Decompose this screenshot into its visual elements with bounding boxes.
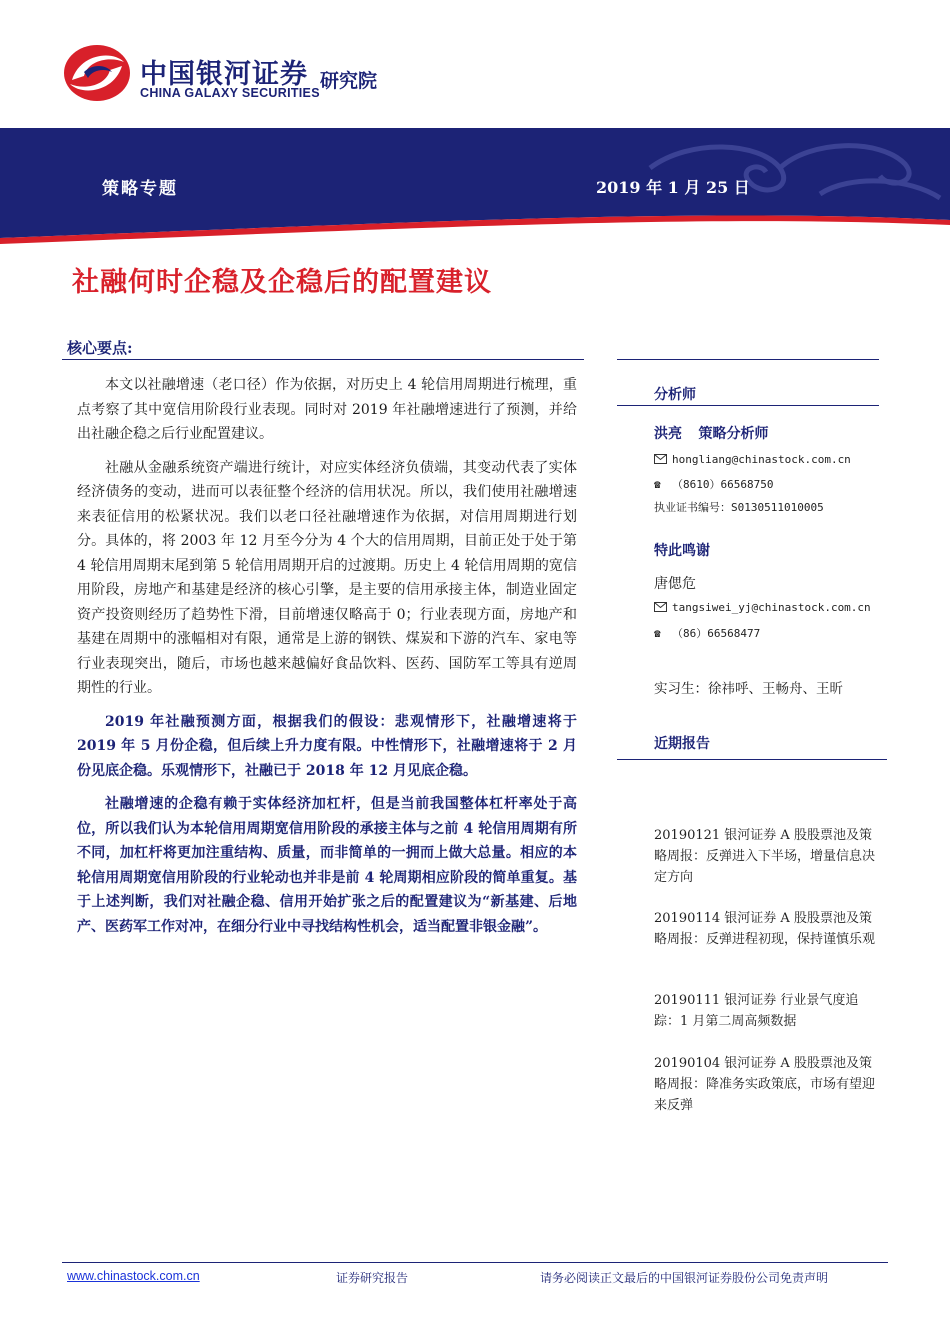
- interns-line: 实习生：徐祎呼、王畅舟、王昕: [654, 681, 843, 697]
- envelope-icon: [654, 601, 672, 614]
- core-divider: [62, 359, 584, 360]
- envelope-icon: [654, 453, 672, 466]
- recent-report-item[interactable]: 20190104 银河证券 A 股股票池及策略周报：降准务实政策底，市场有望迎来反弹: [654, 1056, 876, 1113]
- analyst-name-row: [654, 423, 768, 443]
- analyst-email-row: [654, 453, 851, 466]
- core-paragraph: 2019 年社融预测方面，根据我们的假设：悲观情形下，社融增速将于 2019 年 5 月份企稳，但后续上升力度有限。中性情形下，社融增速将于 2 月份见底企稳。乐观情形下，社融已于 2018 年 12 月见底企稳。: [77, 713, 577, 779]
- galaxy-logo-icon: [62, 42, 132, 104]
- sidebar-divider: [617, 405, 879, 406]
- phone-icon: ☎: [654, 478, 661, 491]
- recent-reports-heading: 近期报告: [654, 736, 710, 752]
- thanks-phone: （86）66568477: [672, 627, 761, 640]
- report-date: 2019 年 1 月 25 日: [596, 178, 750, 197]
- thanks-name: 唐偲危: [654, 576, 696, 592]
- thanks-email-row: [654, 601, 871, 614]
- brand-name-en: CHINA GALAXY SECURITIES: [140, 86, 320, 100]
- core-paragraph: 社融从金融系统资产端进行统计，对应实体经济负债端，其变动代表了实体经济债务的变动，进而可以表征整个经济的信用状况。所以，我们使用社融增速来表征信用的松紧状况。我们以老口径社融增速作为依据，对信用周期进行划分。具体的，将 2003 年 12 月至今分为 4 个大的信用周期，目前正处于处于第 4 轮信用周期末尾到第 5 轮信用周期开启的过渡期。历史上 4 轮信用周期的宽信用阶段，房地产和基建是经济的核心引擎，是主要的信用承接主体，制造业固定资产投资则经历了趋势性下滑，目前增速仅略高于 0；行业表现方面，房地产和基建在周期中的涨幅相对有限，通常是上游的钢铁、煤炭和下游的汽车、家电等行业表现突出，随后，市场也越来越偏好食品饮料、医药、国防军工等具有逆周期性的行业。: [77, 459, 577, 696]
- analyst-phone: （8610）66568750: [672, 478, 774, 491]
- core-points-heading: 核心要点:: [67, 339, 133, 357]
- sidebar-divider: [617, 759, 887, 760]
- thanks-phone-row: [654, 625, 760, 641]
- footer-divider: [62, 1262, 888, 1263]
- core-points-body: [77, 373, 577, 948]
- report-title: 社融何时企稳及企稳后的配置建议: [72, 267, 492, 298]
- analyst-heading: 分析师: [654, 387, 696, 403]
- brand-name-cn: 中国银河证券: [140, 59, 308, 90]
- report-category: 策略专题: [102, 179, 178, 199]
- core-paragraph: 本文以社融增速（老口径）作为依据，对历史上 4 轮信用周期进行梳理，重点考察了其中宽信用阶段行业表现。同时对 2019 年社融增速进行了预测，并给出社融企稳之后行业配置建议。: [77, 377, 577, 442]
- analyst-name: 洪亮: [654, 426, 682, 442]
- analyst-license: 执业证书编号：S0130511010005: [654, 501, 824, 514]
- core-paragraph: 社融增速的企稳有赖于实体经济加杠杆，但是当前我国整体杠杆率处于高位，所以我们认为本轮信用周期宽信用阶段的承接主体与之前 4 轮信用周期有所不同，加杠杆将更加注重结构、质量，而非简单的一拥而上做大总量。相应的本轮信用周期宽信用阶段的行业轮动也并非是前 4 轮周期相应阶段的简单重复。基于上述判断，我们对社融企稳、信用开始扩张之后的配置建议为“新基建、后地产、医药军工作对冲，在细分行业中寻找结构性机会，适当配置非银金融”。: [77, 796, 577, 935]
- footer-website-link[interactable]: www.chinastock.com.cn: [67, 1269, 200, 1283]
- thanks-email[interactable]: tangsiwei_yj@chinastock.com.cn: [672, 601, 871, 614]
- institute-label: 研究院: [320, 70, 378, 92]
- footer-disclaimer: 请务必阅读正文最后的中国银河证券股份公司免责声明: [540, 1271, 829, 1285]
- analyst-email[interactable]: hongliang@chinastock.com.cn: [672, 453, 851, 466]
- sidebar-divider: [617, 359, 879, 360]
- recent-report-item[interactable]: 20190114 银河证券 A 股股票池及策略周报：反弹进程初现，保持谨慎乐观: [654, 911, 876, 947]
- footer-report-type: 证券研究报告: [336, 1271, 409, 1285]
- recent-report-item[interactable]: 20190121 银河证券 A 股股票池及策略周报：反弹进入下半场，增量信息决定方向: [654, 828, 876, 885]
- thanks-heading: 特此鸣谢: [654, 543, 710, 559]
- analyst-phone-row: [654, 476, 773, 492]
- recent-report-item[interactable]: 20190111 银河证券 行业景气度追踪：1 月第二周高频数据: [654, 993, 859, 1029]
- analyst-title: 策略分析师: [698, 426, 769, 442]
- phone-icon: ☎: [654, 627, 661, 640]
